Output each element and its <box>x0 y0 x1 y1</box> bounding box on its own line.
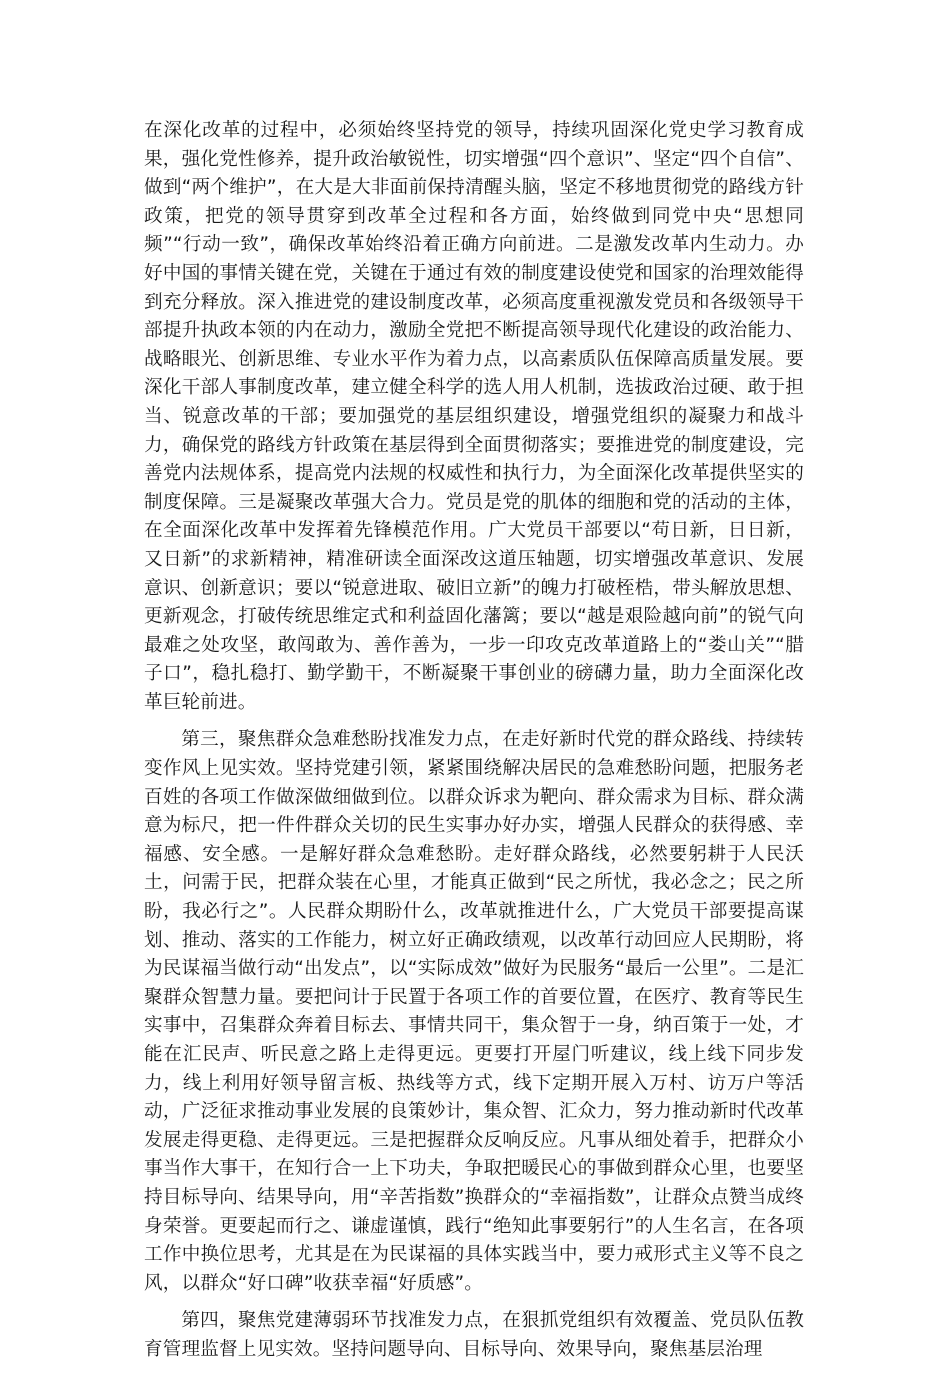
document-page <box>144 117 804 1374</box>
paragraph-1: 在深化改革的过程中，必须始终坚持党的领导，持续巩固深化党史学习教育成果，强化党性修养，提升政治敏锐性，切实增强“四个意识”、坚定“四个自信”、做到“两个维护”，在大是大非面前保持清醒头脑，坚定不移地贯彻党的路线方针政策，把党的领导贯穿到改革全过程和各方面，始终做到同党中央“思想同频”“行动一致”，确保改革始终沿着正确方向前进。二是激发改革内生动力。办好中国的事情关键在党，关键在于通过有效的制度建设使党和国家的治理效能得到充分释放。深入推进党的建设制度改革，必须高度重视激发党员和各级领导干部提升执政本领的内在动力，激励全党把不断提高领导现代化建设的政治能力、战略眼光、创新思维、专业水平作为着力点，以高素质队伍保障高质量发展。要深化干部人事制度改革，建立健全科学的选人用人机制，选拔政治过硬、敢于担当、锐意改革的干部；要加强党的基层组织建设，增强党组织的凝聚力和战斗力，确保党的路线方针政策在基层得到全面贯彻落实；要推进党的制度建设，完善党内法规体系，提高党内法规的权威性和执行力，为全面深化改革提供坚实的制度保障。三是凝聚改革强大合力。党员是党的肌体的细胞和党的活动的主体，在全面深化改革中发挥着先锋模范作用。广大党员干部要以“苟日新，日日新，又日新”的求新精神，精准研读全面深改这道压轴题，切实增强改革意识、发展意识、创新意识；要以“锐意进取、破旧立新”的魄力打破桎梏，带头解放思想、更新观念，打破传统思维定式和利益固化藩篱；要以“越是艰险越向前”的锐气向最难之处攻坚，敢闯敢为、善作善为，一步一印攻克改革道路上的“娄山关”“腊子口”，稳扎稳打、勤学勤干，不断凝聚干事创业的磅礴力量，助力全面深化改革巨轮前进。 <box>144 120 804 713</box>
paragraph-2: 第三，聚焦群众急难愁盼找准发力点，在走好新时代党的群众路线、持续转变作风上见实效。坚持党建引领，紧紧围绕解决居民的急难愁盼问题，把服务老百姓的各项工作做深做细做到位。以群众诉求为靶向、群众需求为目标、群众满意为标尺，把一件件群众关切的民生实事办好办实，增强人民群众的获得感、幸福感、安全感。一是解好群众急难愁盼。走好群众路线，必然要躬耕于人民沃土，问需于民，把群众装在心里，才能真正做到“民之所忧，我必念之；民之所盼，我必行之”。人民群众期盼什么，改革就推进什么，广大党员干部要提高谋划、推动、落实的工作能力，树立好正确政绩观，以改革行动回应人民期盼，将为民谋福当做行动“出发点”，以“实际成效”做好为民服务“最后一公里”。二是汇聚群众智慧力量。要把问计于民置于各项工作的首要位置，在医疗、教育等民生实事中，召集群众奔着目标去、事情共同干，集众智于一身，纳百策于一处，才能在汇民声、听民意之路上走得更远。更要打开屋门听建议，线上线下同步发力，线上利用好领导留言板、热线等方式，线下定期开展入万村、访万户等活动，广泛征求推动事业发展的良策妙计，集众智、汇众力，努力推动新时代改革发展走得更稳、走得更远。三是把握群众反响反应。凡事从细处着手，把群众小事当作大事干，在知行合一上下功夫，争取把暖民心的事做到群众心里，也要坚持目标导向、结果导向，用“辛苦指数”换群众的“幸福指数”，让群众点赞当成终身荣誉。更要起而行之、谦虚谨慎，践行“绝知此事要躬行”的人生名言，在各项工作中换位思考，尤其是在为民谋福的具体实践当中，要力戒形式主义等不良之风，以群众“好口碑”收获幸福“好质感”。 <box>144 729 804 1294</box>
paragraph-3: 第四，聚焦党建薄弱环节找准发力点，在狠抓党组织有效覆盖、党员队伍教育管理监督上见实效。坚持问题导向、目标导向、效果导向，聚焦基层治理 <box>144 1310 804 1360</box>
